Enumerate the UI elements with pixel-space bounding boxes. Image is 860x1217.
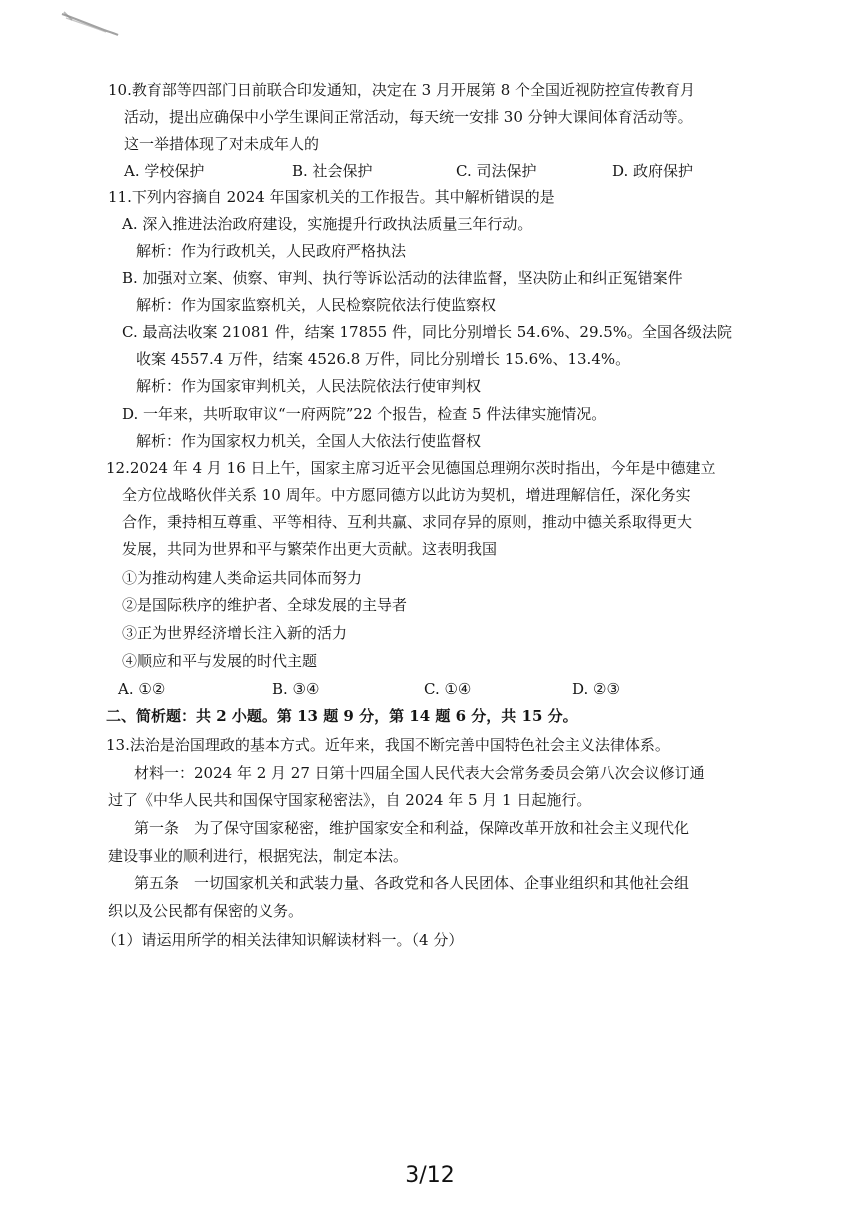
q12-statement-4: ④顺应和平与发展的时代主题	[122, 652, 318, 670]
q10-option-d: D. 政府保护	[612, 162, 694, 180]
q13-article-5: 第五条 一切国家机关和武装力量、各政党和各人民团体、企事业组织和其他社会组	[134, 874, 690, 892]
q12-line: 合作，秉持相互尊重、平等相待、互利共赢、求同存异的原则，推动中德关系取得更大	[122, 513, 693, 531]
q12-option-b: B. ③④	[272, 680, 320, 698]
q12-statement-1: ①为推动构建人类命运共同体而努力	[122, 569, 363, 587]
q11-stem: 11.下列内容摘自 2024 年国家机关的工作报告。其中解析错误的是	[108, 188, 555, 206]
q12-option-d: D. ②③	[572, 680, 620, 698]
q13-material-1-cont: 过了《中华人民共和国保守国家秘密法》，自 2024 年 5 月 1 日起施行。	[108, 791, 592, 809]
q12-option-a: A. ①②	[118, 680, 166, 698]
scan-smudge-icon	[60, 8, 120, 38]
q12-line: 12.2024 年 4 月 16 日上午，国家主席习近平会见德国总理朔尔茨时指出，今年是中德建立	[106, 459, 716, 477]
q11-analysis-a: 解析：作为行政机关，人民政府严格执法	[136, 242, 407, 260]
q13-article-1-cont: 建设事业的顺利进行，根据宪法，制定本法。	[108, 847, 409, 865]
q13-article-5-cont: 织以及公民都有保密的义务。	[108, 902, 304, 920]
q11-analysis-c: 解析：作为国家审判机关，人民法院依法行使审判权	[136, 377, 482, 395]
q13-article-1: 第一条 为了保守国家秘密，维护国家安全和利益，保障改革开放和社会主义现代化	[134, 819, 690, 837]
q12-option-c: C. ①④	[424, 680, 472, 698]
q11-option-c: C. 最高法收案 21081 件，结案 17855 件，同比分别增长 54.6%、29.5%。全国各级法院	[122, 323, 733, 341]
q10-line: 活动，提出应确保中小学生课间正常活动，每天统一安排 30 分钟大课间体育活动等。	[124, 108, 693, 126]
q12-statement-2: ②是国际秩序的维护者、全球发展的主导者	[122, 596, 408, 614]
q11-analysis-d: 解析：作为国家权力机关，全国人大依法行使监督权	[136, 432, 482, 450]
q10-line: 这一举措体现了对未成年人的	[124, 135, 320, 153]
q10-option-a: A. 学校保护	[124, 162, 205, 180]
q13-subquestion-1: （1）请运用所学的相关法律知识解读材料一。（4 分）	[102, 931, 464, 949]
q12-line: 发展，共同为世界和平与繁荣作出更大贡献。这表明我国	[122, 540, 498, 558]
q11-analysis-b: 解析：作为国家监察机关，人民检察院依法行使监察权	[136, 296, 497, 314]
q12-line: 全方位战略伙伴关系 10 周年。中方愿同德方以此访为契机，增进理解信任，深化务实	[122, 486, 691, 504]
section-heading: 二、简析题：共 2 小题。第 13 题 9 分，第 14 题 6 分，共 15 分。	[106, 707, 578, 725]
q13-stem: 13.法治是治国理政的基本方式。近年来，我国不断完善中国特色社会主义法律体系。	[106, 736, 670, 754]
q12-statement-3: ③正为世界经济增长注入新的活力	[122, 624, 348, 642]
q11-option-c-cont: 收案 4557.4 万件，结案 4526.8 万件，同比分别增长 15.6%、13.4%。	[136, 350, 631, 368]
q11-option-b: B. 加强对立案、侦察、审判、执行等诉讼活动的法律监督，坚决防止和纠正冤错案件	[122, 269, 683, 287]
q10-option-b: B. 社会保护	[292, 162, 373, 180]
q10-line: 10.教育部等四部门日前联合印发通知，决定在 3 月开展第 8 个全国近视防控宣传教育月	[108, 81, 696, 99]
q11-option-a: A. 深入推进法治政府建设，实施提升行政执法质量三年行动。	[122, 215, 533, 233]
page-number: 3/12	[405, 1163, 455, 1188]
q11-option-d: D. 一年来，共听取审议“一府两院”22 个报告，检查 5 件法律实施情况。	[122, 405, 607, 423]
q10-option-c: C. 司法保护	[456, 162, 537, 180]
q13-material-1: 材料一：2024 年 2 月 27 日第十四届全国人民代表大会常务委员会第八次会议修订通	[134, 764, 705, 782]
